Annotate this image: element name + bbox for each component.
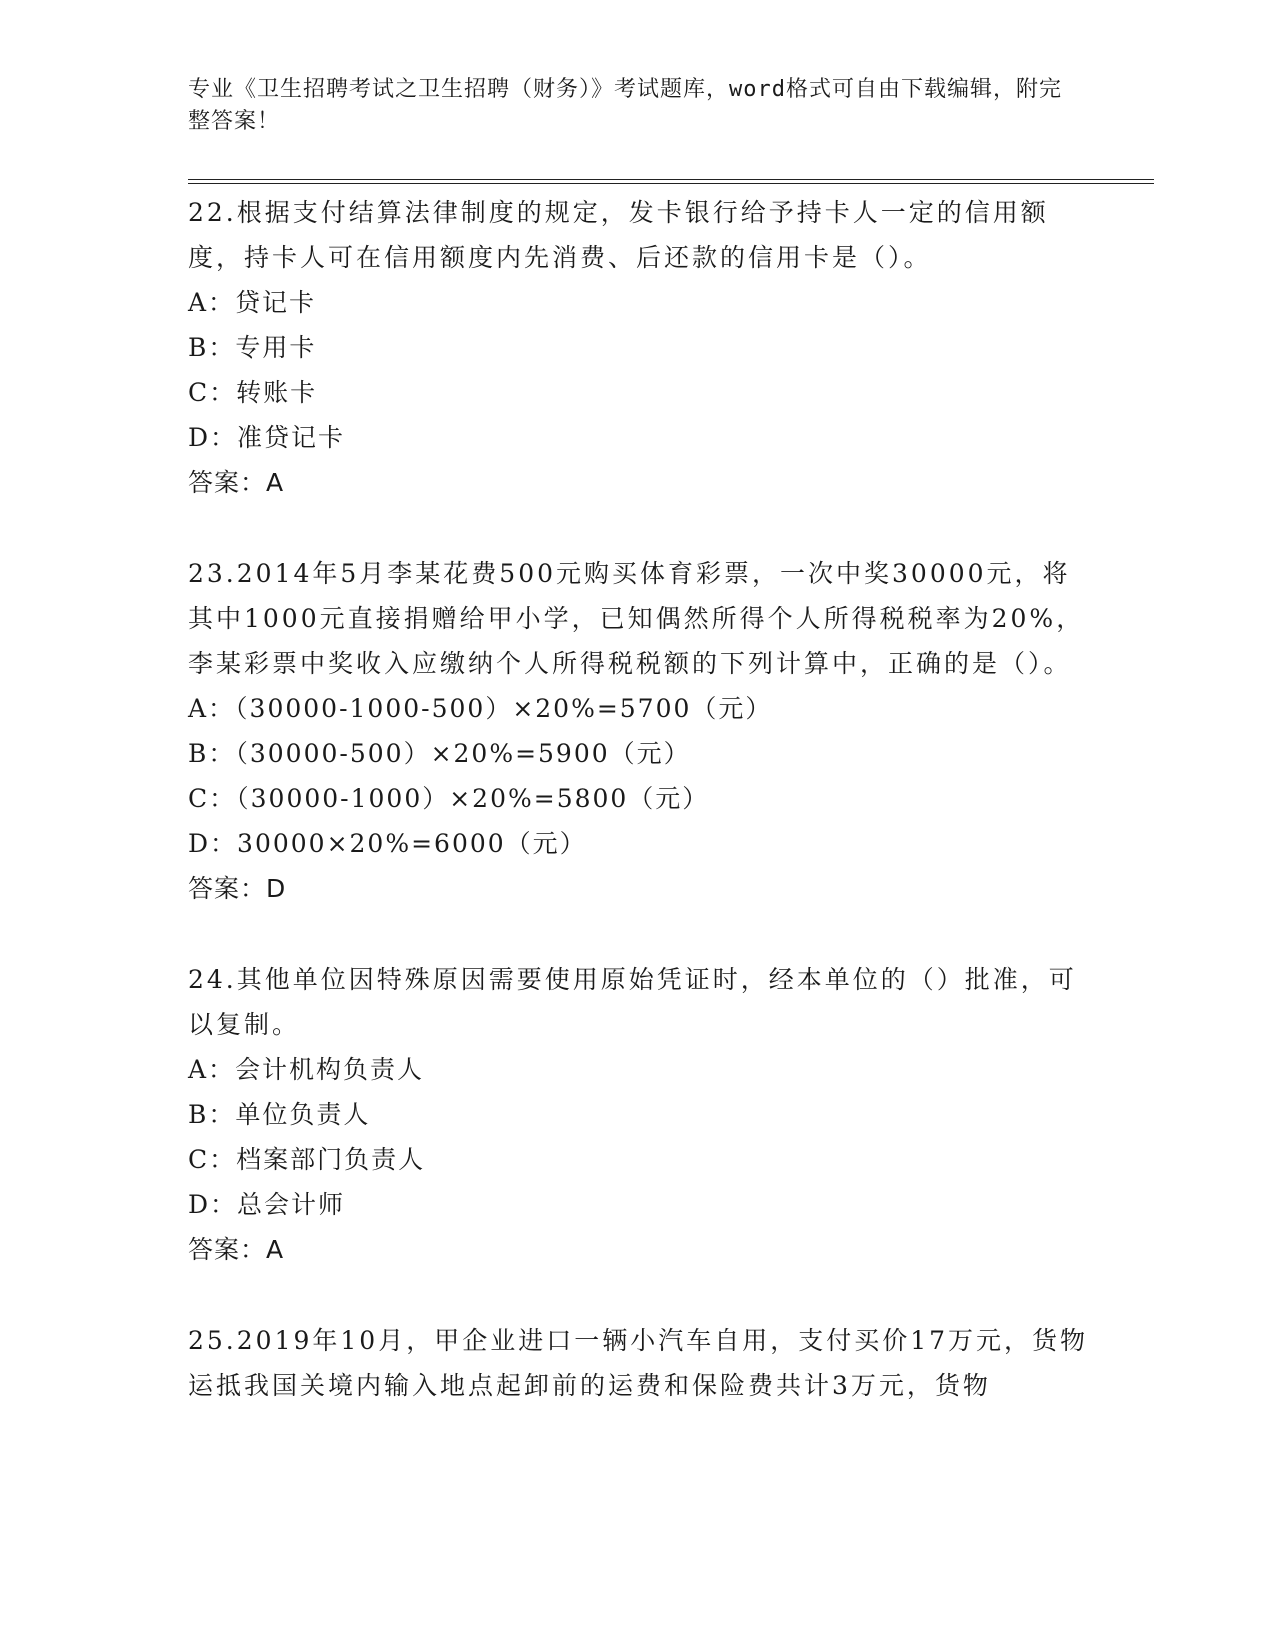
option-c: C：（30000-1000）×20%=5800（元） — [188, 784, 710, 813]
question-spacer — [188, 1272, 1088, 1318]
question-22 — [188, 190, 1088, 505]
question-24 — [188, 957, 1088, 1272]
option-b: B：单位负责人 — [188, 1100, 371, 1129]
option-a: A：会计机构负责人 — [188, 1055, 425, 1084]
option-b: B：（30000-500）×20%=5900（元） — [188, 739, 691, 768]
question-text: 22.根据支付结算法律制度的规定，发卡银行给予持卡人一定的信用额度，持卡人可在信用额度内先消费、后还款的信用卡是（）。 — [188, 198, 1049, 272]
answer: 答案：A — [188, 468, 285, 497]
question-spacer — [188, 505, 1088, 551]
document-header: 专业《卫生招聘考试之卫生招聘（财务）》考试题库，word格式可自由下载编辑，附完整答案！ — [188, 77, 1062, 134]
question-list — [188, 190, 1088, 1408]
option-b: B：专用卡 — [188, 333, 317, 362]
option-c: C：档案部门负责人 — [188, 1145, 426, 1174]
question-text: 25.2019年10月，甲企业进口一辆小汽车自用，支付买价17万元，货物运抵我国关境内输入地点起卸前的运费和保险费共计3万元，货物 — [188, 1326, 1089, 1400]
question-text: 23.2014年5月李某花费500元购买体育彩票，一次中奖30000元，将其中1000元直接捐赠给甲小学，已知偶然所得个人所得税税率为20%，李某彩票中奖收入应缴纳个人所得税税额的下列计算中，正确的是（）。 — [188, 559, 1085, 678]
option-a: A：（30000-1000-500）×20%=5700（元） — [188, 694, 773, 723]
option-d: D：30000×20%=6000（元） — [188, 829, 587, 858]
option-d: D：总会计师 — [188, 1190, 346, 1219]
option-c: C：转账卡 — [188, 378, 318, 407]
option-d: D：准贷记卡 — [188, 423, 346, 452]
question-spacer — [188, 911, 1088, 957]
header-rule-bottom — [188, 183, 1154, 184]
option-a: A：贷记卡 — [188, 288, 317, 317]
answer: 答案：A — [188, 1235, 285, 1264]
header-rule-top — [188, 179, 1154, 180]
question-text: 24.其他单位因特殊原因需要使用原始凭证时，经本单位的（）批准，可以复制。 — [188, 965, 1077, 1039]
answer: 答案：D — [188, 874, 287, 903]
question-23 — [188, 551, 1088, 911]
question-25 — [188, 1318, 1088, 1408]
